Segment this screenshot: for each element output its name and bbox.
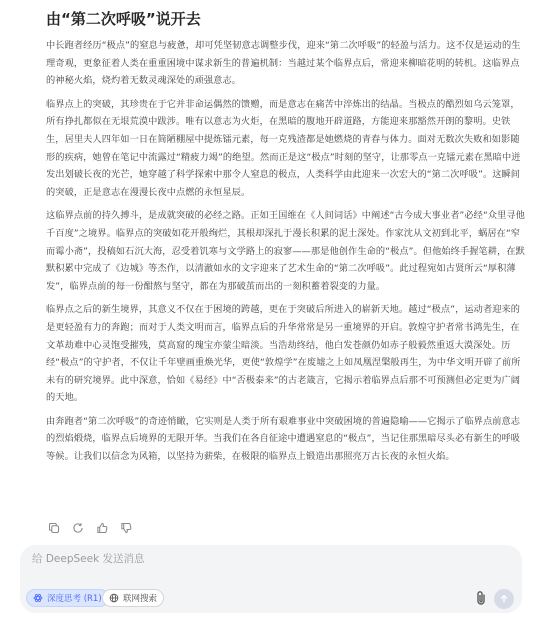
article-paragraph: 这临界点前的持久搏斗，是成就突破的必经之路。正如王国维在《人间词话》中阐述“古今成大事业者”必经“众里寻他千百度”之境界。临界点的突破如花开般绚烂，其根却深扎于漫长积累的泥土深处。作家沈从文初到北平，蜗居在“窄而霉小斋”，投稿如石沉大海，忍受着饥寒与文学路上的寂寥——那是他创作生命的“极点”。但他始终手握笔耕，在默默积累中完成了《边城》等杰作，以清澈如水的文字迎来了艺术生命的“第二次呼吸”。此过程宛如古贤所云“厚积薄发”，临界点前的每一份酣熬与坚守，都在为那破茧而出的一刻积蓄着裂变的力量。 xyxy=(46,210,525,292)
assistant-message xyxy=(46,0,526,466)
copy-icon[interactable] xyxy=(47,521,61,535)
thumbs-down-icon[interactable] xyxy=(119,521,133,535)
thumbs-up-icon[interactable] xyxy=(95,521,109,535)
message-input[interactable] xyxy=(32,553,502,565)
message-actions xyxy=(47,521,133,535)
deep-think-toggle[interactable] xyxy=(26,589,109,607)
message-composer xyxy=(20,545,522,613)
article-paragraph: 临界点上的突破，其珍贵在于它并非命运偶然的馈赠，而是意志在痛苦中淬炼出的结晶。当极点的酷烈如乌云笼罩，所有挣扎都似在无垠荒漠中跋涉。唯有以意志为火炬，在黑暗的腹地开辟道路，方能迎来那豁然开朗的黎明。史铁生，居里夫人四年如一日在简陋棚屋中提炼镭元素，每一克残渣都是她燃烧的青春与体力。面对无数次失败和如影随形的疾病，她曾在笔记中流露过“精疲力竭”的绝望。然而正是这“极点”时刻的坚守，让那零点一克镭元素在黑暗中迸发出划破长夜的光芒，她穿越了科学探索中那令人窒息的极点，人类科学由此迎来一次宏大的“第二次呼吸”。这瞬间的突破，正是意志在漫漫长夜中点燃的永恒星辰。 xyxy=(46,98,521,198)
web-search-label: 联网搜索 xyxy=(123,594,158,604)
paperclip-icon[interactable] xyxy=(474,590,488,606)
regenerate-icon[interactable] xyxy=(71,521,85,535)
article-paragraph: 临界点之后的新生境界，其意义不仅在于困境的跨越，更在于突破后所进入的崭新天地。越过“极点”，运动者迎来的是更轻盈有力的奔跑；而对于人类文明而言，临界点后的升华常常是另一重境界的开启。敦煌守护者常书鸿先生，在文革劫难中心灵饱受摧残，莫高窟的瑰宝亦蒙尘暗淡。当浩劫终结，他白发苍颜仍如赤子般毅然重返大漠深处。历经“极点”的守护者，不仅让千年壁画重焕光华，更使“敦煌学”在废墟之上如凤凰涅槃般再生，为中华文明开辟了前所未有的研究境界。此中深意，恰如《易经》中“否极泰来”的古老箴言，它揭示着临界点后那不可预测但必定更为广阔的天地。 xyxy=(46,304,521,404)
send-button[interactable] xyxy=(494,589,514,609)
deep-think-label: 深度思考 (R1) xyxy=(47,594,102,604)
article-paragraph: 中长跑者经历“极点”的窒息与疲惫，却可凭坚韧意志调整步伐，迎来“第二次呼吸”的轻盈与活力。这不仅是运动的生理奇观，更象征着人类在重重困境中谋求新生的普遍机制：当越过某个临界点后，常迎来柳暗花明的转机。这临界点的神秘火焰，烧灼着无数灵魂深处的顽强意志。 xyxy=(46,40,521,87)
article-heading: 由“第二次呼吸”说开去 xyxy=(46,10,201,28)
arrow-up-icon xyxy=(499,594,509,604)
web-search-toggle[interactable] xyxy=(102,589,164,607)
globe-icon xyxy=(109,593,119,603)
atom-icon xyxy=(33,593,43,603)
article-paragraph: 由奔跑者“第二次呼吸”的奇迹悄瞰，它实则是人类于所有艰难事业中突破困境的普遍隐喻——它揭示了临界点前意志的烈焰煅烧，临界点后境界的无限开华。当我们在各自征途中遭遇窒息的“极点”，当记住那黑暗尽头必有新生的呼吸等候。让我们以信念为风箱，以坚持为薪柴，在极限的临界点上锻造出那照亮万古长夜的永恒火焰。 xyxy=(46,415,521,463)
